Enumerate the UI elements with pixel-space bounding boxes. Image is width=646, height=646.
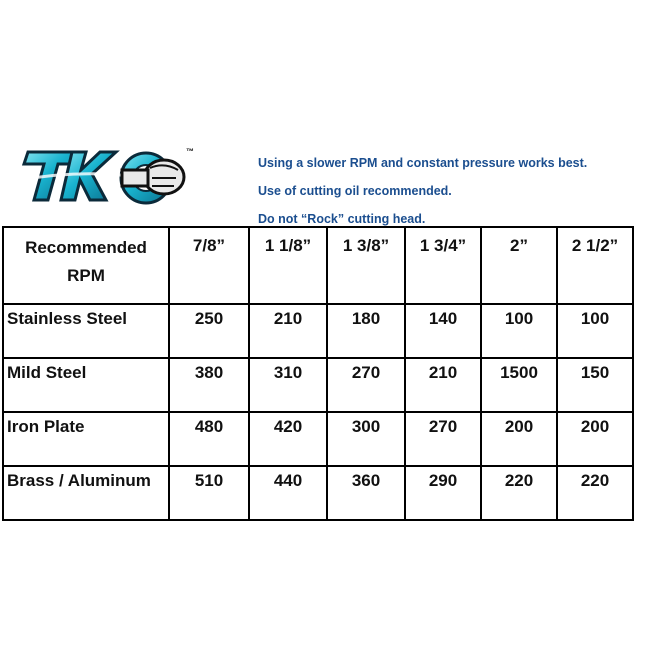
trademark-symbol: ™ <box>186 147 194 156</box>
material-label: Mild Steel <box>3 358 169 412</box>
rpm-cell: 210 <box>249 304 327 358</box>
rpm-cell: 360 <box>327 466 405 520</box>
header-line: Recommended <box>25 238 147 257</box>
table-row <box>3 412 633 466</box>
material-label: Stainless Steel <box>3 304 169 358</box>
rpm-cell: 200 <box>481 412 557 466</box>
rpm-cell: 510 <box>169 466 249 520</box>
rpm-cell: 100 <box>481 304 557 358</box>
rpm-cell: 270 <box>327 358 405 412</box>
rpm-cell: 200 <box>557 412 633 466</box>
tip-line: Do not “Rock” cutting head. <box>258 212 426 226</box>
size-header: 2 1/2” <box>557 227 633 304</box>
size-header: 1 1/8” <box>249 227 327 304</box>
rpm-cell: 220 <box>557 466 633 520</box>
rpm-cell: 300 <box>327 412 405 466</box>
tko-logo-graphic <box>18 140 198 212</box>
table-row <box>3 466 633 520</box>
size-header: 1 3/8” <box>327 227 405 304</box>
rpm-cell: 140 <box>405 304 481 358</box>
tip-line: Using a slower RPM and constant pressure works best. <box>258 156 588 170</box>
material-label: Iron Plate <box>3 412 169 466</box>
rpm-cell: 310 <box>249 358 327 412</box>
rpm-cell: 220 <box>481 466 557 520</box>
rpm-cell: 100 <box>557 304 633 358</box>
tko-logo <box>18 140 198 212</box>
rpm-cell: 270 <box>405 412 481 466</box>
table-header-row <box>3 227 633 304</box>
usage-tips <box>258 149 638 233</box>
rpm-cell: 210 <box>405 358 481 412</box>
header-line: RPM <box>67 266 105 285</box>
table-row <box>3 304 633 358</box>
rpm-table <box>2 226 634 521</box>
rpm-cell: 420 <box>249 412 327 466</box>
size-header: 2” <box>481 227 557 304</box>
size-header: 7/8” <box>169 227 249 304</box>
tip-line: Use of cutting oil recommended. <box>258 184 452 198</box>
rpm-cell: 250 <box>169 304 249 358</box>
table-row <box>3 358 633 412</box>
material-label: Brass / Aluminum <box>3 466 169 520</box>
rpm-cell: 1500 <box>481 358 557 412</box>
size-header: 1 3/4” <box>405 227 481 304</box>
rpm-cell: 380 <box>169 358 249 412</box>
rpm-cell: 290 <box>405 466 481 520</box>
rpm-cell: 480 <box>169 412 249 466</box>
rpm-cell: 150 <box>557 358 633 412</box>
header-recommended-rpm <box>3 227 169 304</box>
rpm-cell: 440 <box>249 466 327 520</box>
rpm-cell: 180 <box>327 304 405 358</box>
